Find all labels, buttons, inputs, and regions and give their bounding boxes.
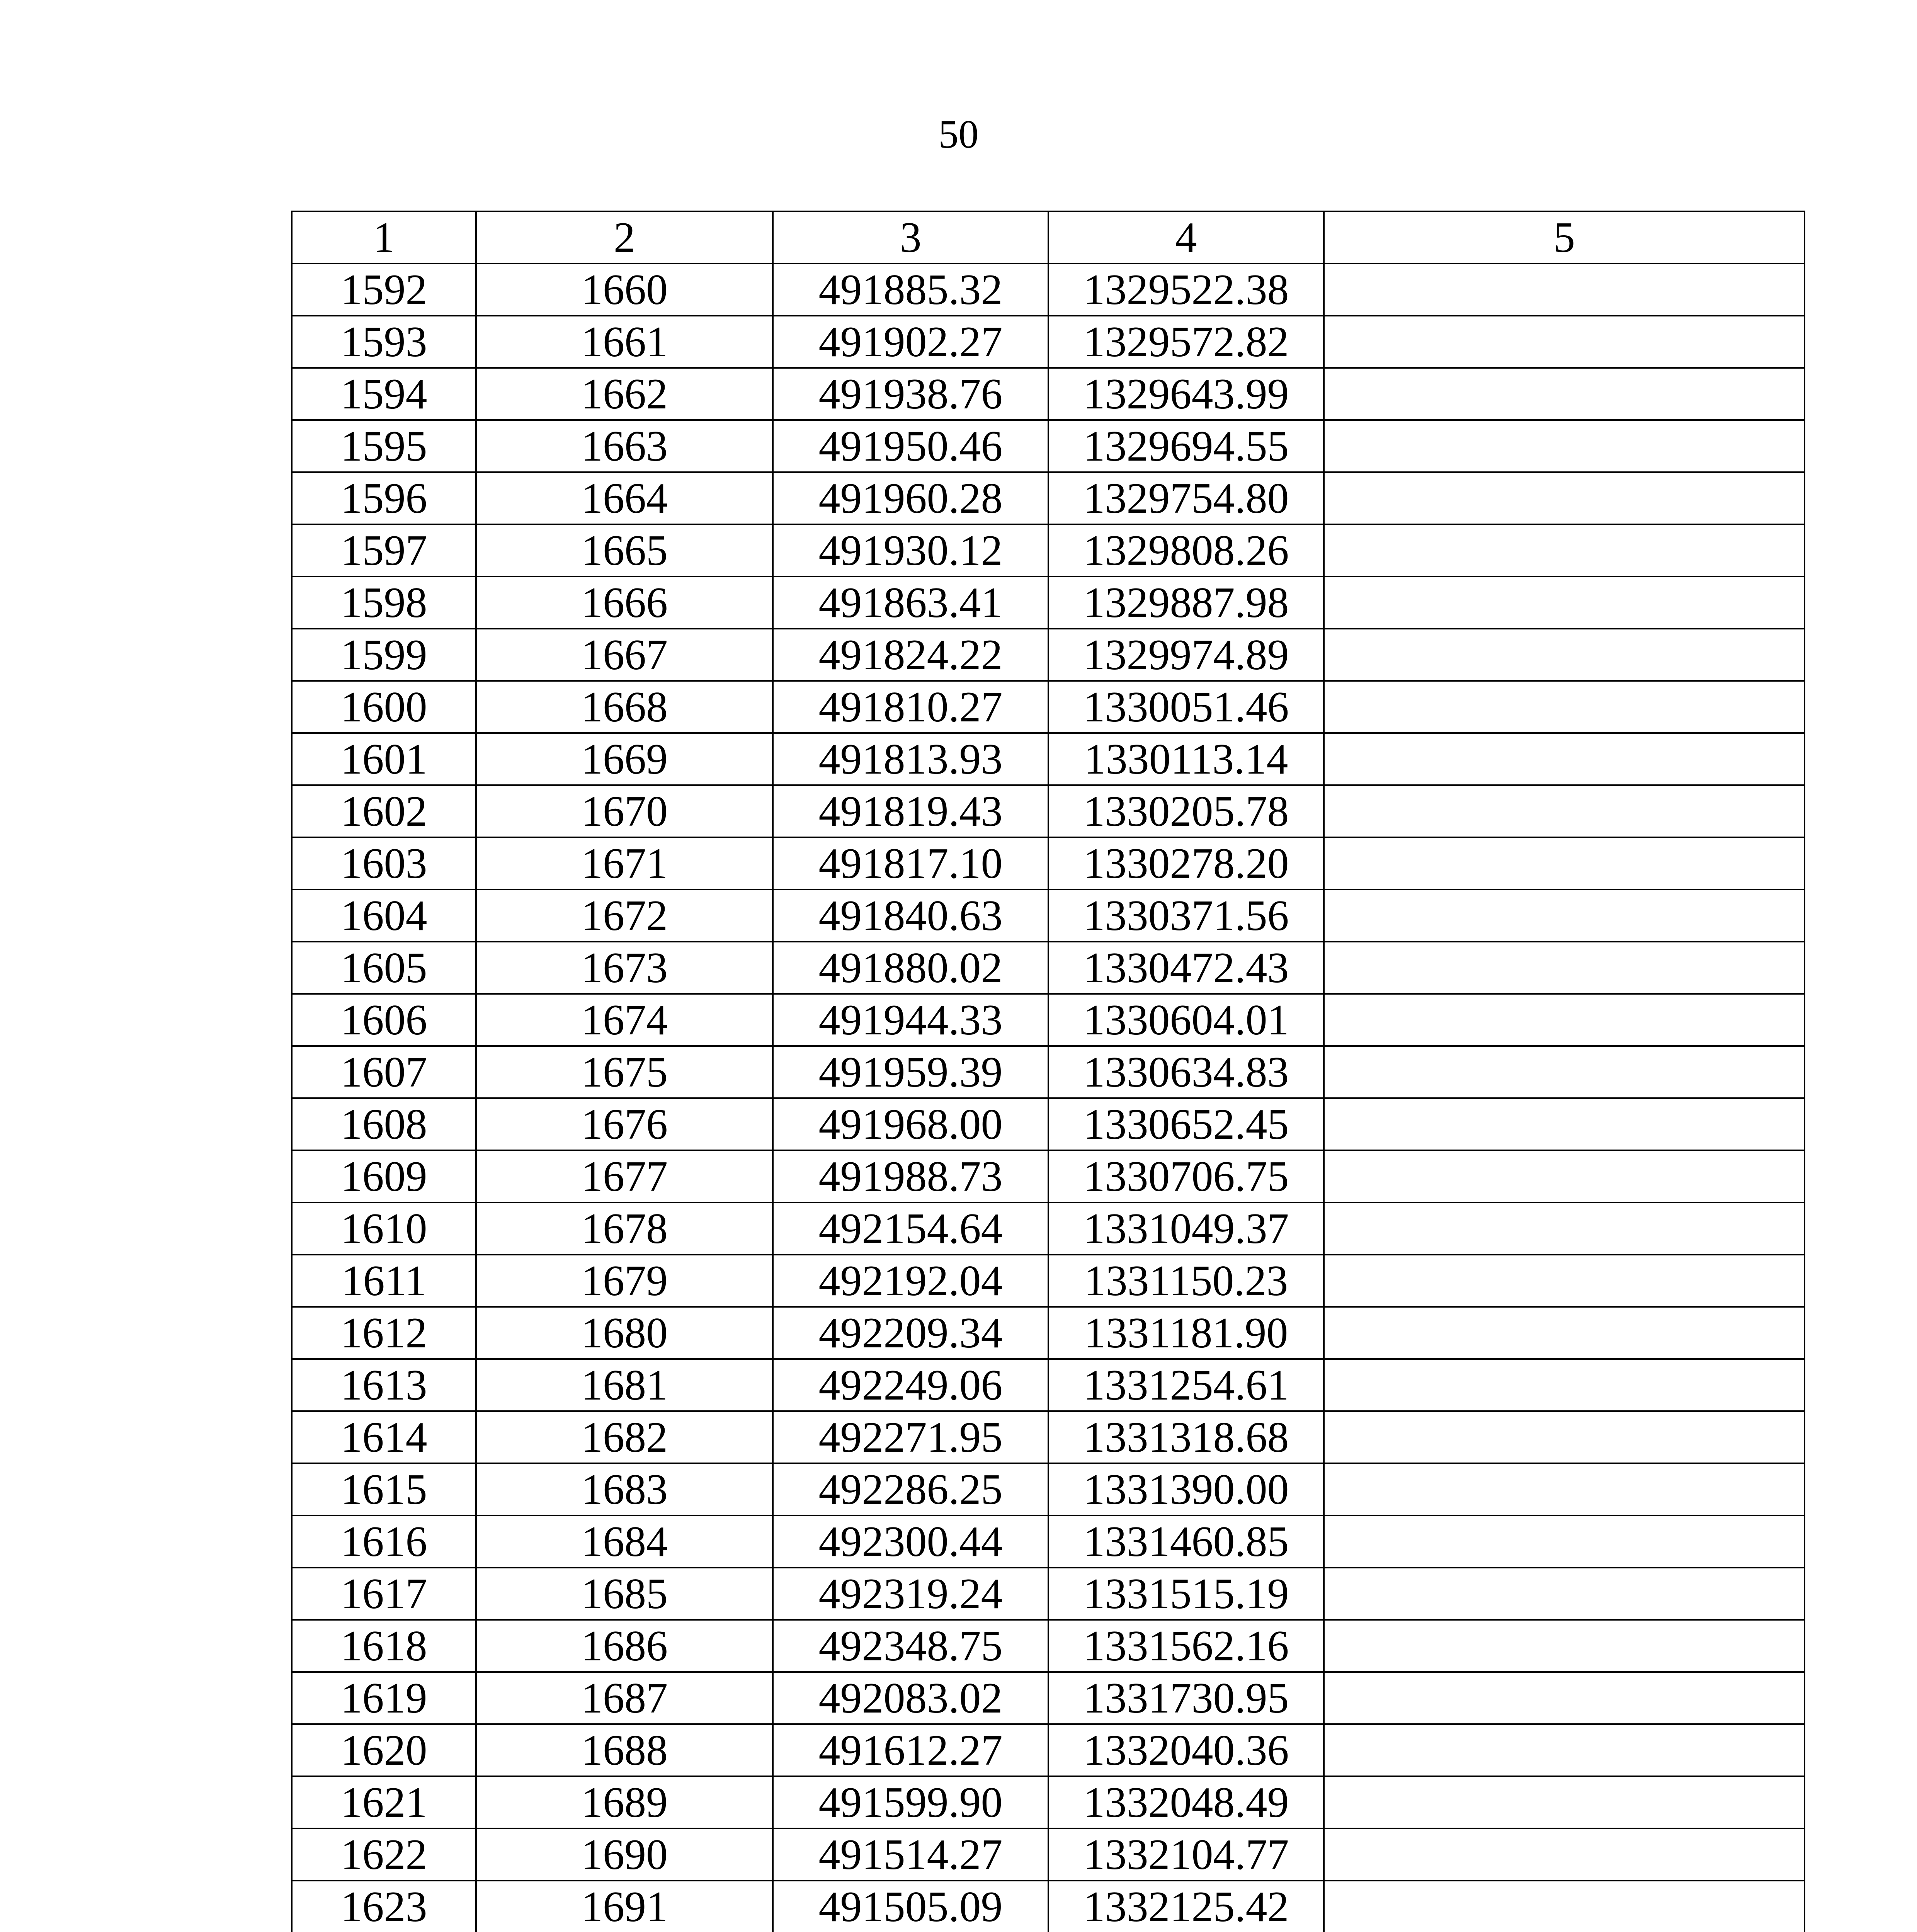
cell-note <box>1324 681 1805 733</box>
cell-note <box>1324 1515 1805 1568</box>
cell-x-coordinate: 491863.41 <box>773 577 1048 629</box>
cell-x-coordinate: 491960.28 <box>773 472 1048 524</box>
cell-y-coordinate: 1329522.38 <box>1048 264 1324 316</box>
table-row <box>292 1881 1805 1932</box>
cell-y-coordinate: 1329974.89 <box>1048 629 1324 681</box>
cell-point-number: 1675 <box>476 1046 773 1098</box>
cell-y-coordinate: 1331730.95 <box>1048 1672 1324 1724</box>
table-row <box>292 1828 1805 1881</box>
cell-note <box>1324 316 1805 368</box>
cell-row-number: 1621 <box>292 1776 476 1828</box>
cell-point-number: 1678 <box>476 1202 773 1255</box>
cell-point-number: 1664 <box>476 472 773 524</box>
cell-y-coordinate: 1331150.23 <box>1048 1255 1324 1307</box>
table-row <box>292 629 1805 681</box>
table-row <box>292 524 1805 577</box>
cell-x-coordinate: 491950.46 <box>773 420 1048 472</box>
cell-x-coordinate: 491902.27 <box>773 316 1048 368</box>
cell-row-number: 1610 <box>292 1202 476 1255</box>
cell-note <box>1324 577 1805 629</box>
cell-point-number: 1691 <box>476 1881 773 1932</box>
table-row <box>292 1202 1805 1255</box>
cell-row-number: 1623 <box>292 1881 476 1932</box>
cell-row-number: 1593 <box>292 316 476 368</box>
cell-row-number: 1619 <box>292 1672 476 1724</box>
cell-x-coordinate: 491885.32 <box>773 264 1048 316</box>
table-row <box>292 1776 1805 1828</box>
table-row <box>292 1515 1805 1568</box>
cell-point-number: 1673 <box>476 942 773 994</box>
table-row <box>292 368 1805 420</box>
cell-point-number: 1680 <box>476 1307 773 1359</box>
cell-row-number: 1617 <box>292 1568 476 1620</box>
page-number: 50 <box>938 112 979 156</box>
cell-y-coordinate: 1332040.36 <box>1048 1724 1324 1776</box>
cell-point-number: 1666 <box>476 577 773 629</box>
table-row <box>292 785 1805 837</box>
cell-y-coordinate: 1332104.77 <box>1048 1828 1324 1881</box>
cell-x-coordinate: 491599.90 <box>773 1776 1048 1828</box>
cell-note <box>1324 1098 1805 1150</box>
cell-y-coordinate: 1331390.00 <box>1048 1463 1324 1515</box>
cell-note <box>1324 368 1805 420</box>
cell-point-number: 1681 <box>476 1359 773 1411</box>
table-row <box>292 1359 1805 1411</box>
column-header: 4 <box>1048 211 1324 264</box>
cell-y-coordinate: 1331318.68 <box>1048 1411 1324 1463</box>
cell-y-coordinate: 1331460.85 <box>1048 1515 1324 1568</box>
cell-y-coordinate: 1331049.37 <box>1048 1202 1324 1255</box>
table-row <box>292 681 1805 733</box>
cell-row-number: 1603 <box>292 837 476 889</box>
table-row <box>292 733 1805 785</box>
cell-point-number: 1684 <box>476 1515 773 1568</box>
cell-row-number: 1620 <box>292 1724 476 1776</box>
cell-x-coordinate: 491988.73 <box>773 1150 1048 1202</box>
cell-x-coordinate: 491959.39 <box>773 1046 1048 1098</box>
cell-note <box>1324 1776 1805 1828</box>
cell-x-coordinate: 491514.27 <box>773 1828 1048 1881</box>
cell-point-number: 1670 <box>476 785 773 837</box>
table-row <box>292 316 1805 368</box>
cell-note <box>1324 1359 1805 1411</box>
cell-point-number: 1683 <box>476 1463 773 1515</box>
cell-row-number: 1601 <box>292 733 476 785</box>
cell-note <box>1324 1568 1805 1620</box>
cell-note <box>1324 994 1805 1046</box>
cell-x-coordinate: 491819.43 <box>773 785 1048 837</box>
cell-note <box>1324 524 1805 577</box>
cell-note <box>1324 420 1805 472</box>
cell-row-number: 1600 <box>292 681 476 733</box>
cell-x-coordinate: 492249.06 <box>773 1359 1048 1411</box>
cell-note <box>1324 1463 1805 1515</box>
table-row <box>292 1150 1805 1202</box>
cell-note <box>1324 837 1805 889</box>
cell-x-coordinate: 491944.33 <box>773 994 1048 1046</box>
cell-point-number: 1689 <box>476 1776 773 1828</box>
table-row <box>292 577 1805 629</box>
cell-point-number: 1687 <box>476 1672 773 1724</box>
column-header: 5 <box>1324 211 1805 264</box>
cell-row-number: 1599 <box>292 629 476 681</box>
cell-row-number: 1602 <box>292 785 476 837</box>
cell-y-coordinate: 1329808.26 <box>1048 524 1324 577</box>
column-header: 3 <box>773 211 1048 264</box>
cell-y-coordinate: 1329887.98 <box>1048 577 1324 629</box>
cell-note <box>1324 785 1805 837</box>
coordinate-table <box>291 211 1805 1932</box>
cell-x-coordinate: 492271.95 <box>773 1411 1048 1463</box>
cell-x-coordinate: 492192.04 <box>773 1255 1048 1307</box>
column-header: 1 <box>292 211 476 264</box>
table-row <box>292 472 1805 524</box>
table-row <box>292 420 1805 472</box>
cell-note <box>1324 733 1805 785</box>
cell-note <box>1324 1307 1805 1359</box>
cell-row-number: 1612 <box>292 1307 476 1359</box>
cell-x-coordinate: 491840.63 <box>773 889 1048 942</box>
cell-x-coordinate: 491968.00 <box>773 1098 1048 1150</box>
cell-y-coordinate: 1332125.42 <box>1048 1881 1324 1932</box>
cell-point-number: 1688 <box>476 1724 773 1776</box>
cell-note <box>1324 629 1805 681</box>
cell-y-coordinate: 1331515.19 <box>1048 1568 1324 1620</box>
cell-y-coordinate: 1330278.20 <box>1048 837 1324 889</box>
cell-x-coordinate: 492319.24 <box>773 1568 1048 1620</box>
cell-point-number: 1667 <box>476 629 773 681</box>
cell-x-coordinate: 492083.02 <box>773 1672 1048 1724</box>
cell-x-coordinate: 491938.76 <box>773 368 1048 420</box>
table-row <box>292 1568 1805 1620</box>
cell-row-number: 1592 <box>292 264 476 316</box>
cell-row-number: 1597 <box>292 524 476 577</box>
cell-row-number: 1614 <box>292 1411 476 1463</box>
cell-point-number: 1663 <box>476 420 773 472</box>
cell-x-coordinate: 491930.12 <box>773 524 1048 577</box>
cell-y-coordinate: 1330634.83 <box>1048 1046 1324 1098</box>
cell-row-number: 1596 <box>292 472 476 524</box>
cell-note <box>1324 1672 1805 1724</box>
table-body <box>292 264 1805 1932</box>
cell-row-number: 1613 <box>292 1359 476 1411</box>
cell-row-number: 1611 <box>292 1255 476 1307</box>
cell-y-coordinate: 1330205.78 <box>1048 785 1324 837</box>
cell-point-number: 1685 <box>476 1568 773 1620</box>
column-header: 2 <box>476 211 773 264</box>
cell-x-coordinate: 491880.02 <box>773 942 1048 994</box>
cell-note <box>1324 1411 1805 1463</box>
cell-x-coordinate: 491612.27 <box>773 1724 1048 1776</box>
cell-note <box>1324 1881 1805 1932</box>
cell-row-number: 1622 <box>292 1828 476 1881</box>
cell-row-number: 1609 <box>292 1150 476 1202</box>
cell-y-coordinate: 1330472.43 <box>1048 942 1324 994</box>
cell-note <box>1324 472 1805 524</box>
table-row <box>292 1046 1805 1098</box>
cell-note <box>1324 264 1805 316</box>
cell-y-coordinate: 1329694.55 <box>1048 420 1324 472</box>
table-row <box>292 1098 1805 1150</box>
cell-row-number: 1615 <box>292 1463 476 1515</box>
cell-y-coordinate: 1329643.99 <box>1048 368 1324 420</box>
table-header-row <box>292 211 1805 264</box>
cell-y-coordinate: 1330113.14 <box>1048 733 1324 785</box>
cell-point-number: 1672 <box>476 889 773 942</box>
cell-row-number: 1616 <box>292 1515 476 1568</box>
table-row <box>292 1307 1805 1359</box>
cell-x-coordinate: 492286.25 <box>773 1463 1048 1515</box>
table-row <box>292 994 1805 1046</box>
cell-x-coordinate: 491817.10 <box>773 837 1048 889</box>
cell-x-coordinate: 492154.64 <box>773 1202 1048 1255</box>
cell-y-coordinate: 1329754.80 <box>1048 472 1324 524</box>
cell-note <box>1324 1724 1805 1776</box>
cell-point-number: 1682 <box>476 1411 773 1463</box>
cell-point-number: 1669 <box>476 733 773 785</box>
cell-y-coordinate: 1330371.56 <box>1048 889 1324 942</box>
cell-x-coordinate: 491505.09 <box>773 1881 1048 1932</box>
cell-row-number: 1604 <box>292 889 476 942</box>
table-row <box>292 1620 1805 1672</box>
cell-y-coordinate: 1330652.45 <box>1048 1098 1324 1150</box>
cell-point-number: 1686 <box>476 1620 773 1672</box>
table-row <box>292 264 1805 316</box>
cell-point-number: 1677 <box>476 1150 773 1202</box>
cell-point-number: 1668 <box>476 681 773 733</box>
table-row <box>292 1724 1805 1776</box>
cell-y-coordinate: 1329572.82 <box>1048 316 1324 368</box>
cell-y-coordinate: 1330604.01 <box>1048 994 1324 1046</box>
cell-note <box>1324 1202 1805 1255</box>
table-row <box>292 1255 1805 1307</box>
table-row <box>292 837 1805 889</box>
cell-note <box>1324 1150 1805 1202</box>
cell-row-number: 1594 <box>292 368 476 420</box>
cell-row-number: 1595 <box>292 420 476 472</box>
cell-note <box>1324 1046 1805 1098</box>
cell-x-coordinate: 491824.22 <box>773 629 1048 681</box>
cell-point-number: 1665 <box>476 524 773 577</box>
cell-y-coordinate: 1331562.16 <box>1048 1620 1324 1672</box>
cell-y-coordinate: 1331254.61 <box>1048 1359 1324 1411</box>
cell-point-number: 1671 <box>476 837 773 889</box>
cell-row-number: 1605 <box>292 942 476 994</box>
cell-point-number: 1676 <box>476 1098 773 1150</box>
cell-row-number: 1618 <box>292 1620 476 1672</box>
cell-y-coordinate: 1330706.75 <box>1048 1150 1324 1202</box>
cell-point-number: 1660 <box>476 264 773 316</box>
table-row <box>292 942 1805 994</box>
table-row <box>292 1672 1805 1724</box>
cell-y-coordinate: 1332048.49 <box>1048 1776 1324 1828</box>
cell-point-number: 1674 <box>476 994 773 1046</box>
cell-x-coordinate: 491813.93 <box>773 733 1048 785</box>
cell-row-number: 1608 <box>292 1098 476 1150</box>
cell-note <box>1324 1828 1805 1881</box>
cell-y-coordinate: 1330051.46 <box>1048 681 1324 733</box>
table-row <box>292 1411 1805 1463</box>
cell-point-number: 1661 <box>476 316 773 368</box>
cell-point-number: 1690 <box>476 1828 773 1881</box>
cell-point-number: 1679 <box>476 1255 773 1307</box>
cell-note <box>1324 889 1805 942</box>
cell-row-number: 1606 <box>292 994 476 1046</box>
cell-x-coordinate: 492300.44 <box>773 1515 1048 1568</box>
cell-note <box>1324 1255 1805 1307</box>
cell-row-number: 1607 <box>292 1046 476 1098</box>
table-row <box>292 889 1805 942</box>
cell-note <box>1324 1620 1805 1672</box>
cell-point-number: 1662 <box>476 368 773 420</box>
cell-x-coordinate: 491810.27 <box>773 681 1048 733</box>
cell-x-coordinate: 492209.34 <box>773 1307 1048 1359</box>
cell-y-coordinate: 1331181.90 <box>1048 1307 1324 1359</box>
cell-row-number: 1598 <box>292 577 476 629</box>
cell-note <box>1324 942 1805 994</box>
cell-x-coordinate: 492348.75 <box>773 1620 1048 1672</box>
table-row <box>292 1463 1805 1515</box>
